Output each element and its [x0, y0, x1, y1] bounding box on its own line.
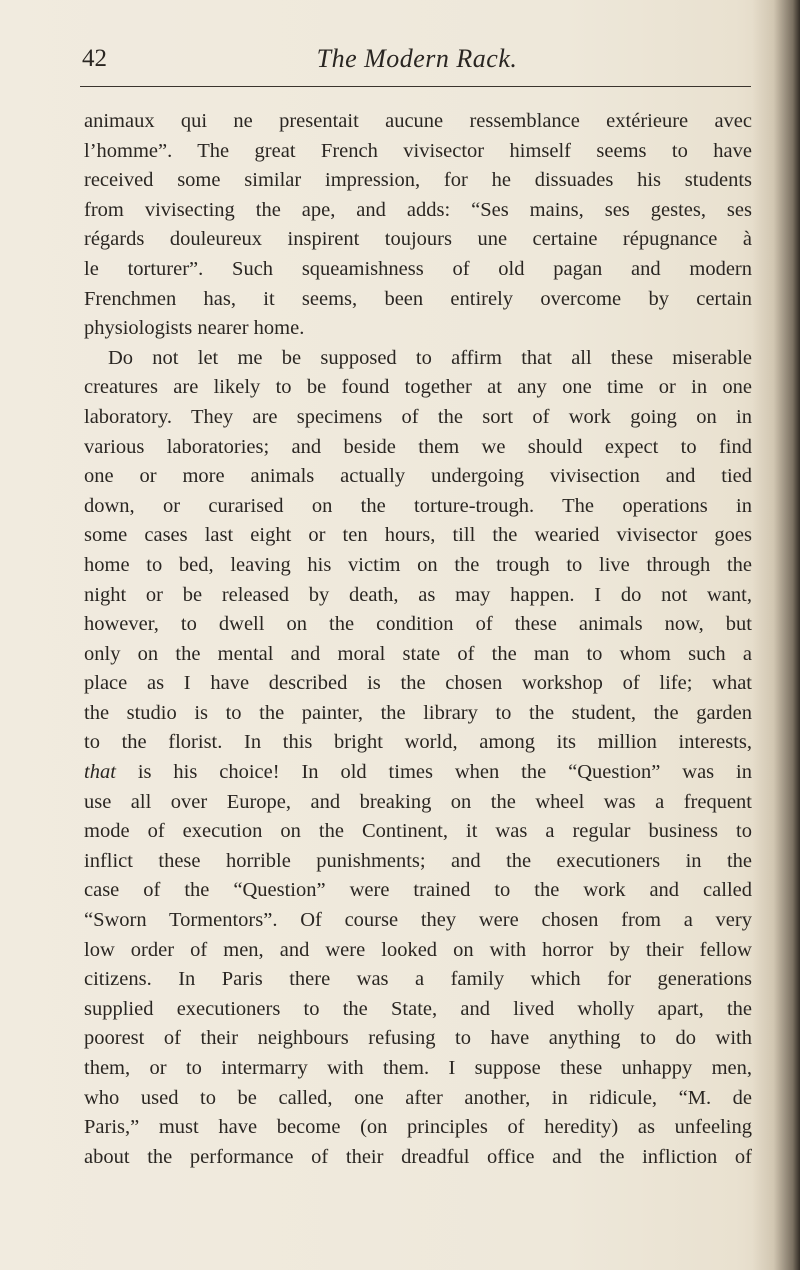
text-line: mode of execution on the Continent, it was a regular business to: [84, 820, 752, 843]
text-line: only on the mental and moral state of the man to whom such a: [84, 642, 752, 665]
text-line: from vivisecting the ape, and adds: “Ses mains, ses gestes, ses: [84, 198, 752, 221]
text-line-rest: is his choice! In old times when the “Question” was in: [137, 761, 752, 784]
text-line: Frenchmen has, it seems, been entirely overcome by certain: [84, 287, 752, 310]
text-line: down, or curarised on the torture-trough. The operations in: [84, 494, 752, 517]
text-line: night or be released by death, as may happen. I do not want,: [84, 583, 752, 606]
text-line: received some similar impression, for he dissuades his students: [84, 169, 752, 192]
text-line: who used to be called, one after another, in ridicule, “M. de: [84, 1086, 752, 1109]
text-line: supplied executioners to the State, and lived wholly apart, the: [84, 997, 752, 1020]
text-line: however, to dwell on the condition of these animals now, but: [84, 613, 752, 636]
text-line: inflict these horrible punishments; and the executioners in the: [84, 849, 752, 872]
text-line: various laboratories; and beside them we should expect to find: [84, 435, 752, 458]
page-number: 42: [82, 45, 107, 72]
running-title: The Modern Rack.: [316, 44, 518, 73]
text-line: laboratory. They are specimens of the sort of work going on in: [84, 405, 752, 428]
text-line: physiologists nearer home.: [84, 317, 305, 340]
text-line: low order of men, and were looked on with horror by their fellow: [84, 938, 752, 961]
text-line: citizens. In Paris there was a family which for generations: [84, 968, 752, 991]
text-line: “Sworn Tormentors”. Of course they were chosen from a very: [84, 909, 752, 932]
text-line: l’homme”. The great French vivisector himself seems to have: [84, 139, 752, 162]
text-line: some cases last eight or ten hours, till the wearied vivisector goes: [84, 524, 752, 547]
text-line: home to bed, leaving his victim on the trough to live through the: [84, 553, 752, 576]
text-line: le torturer”. Such squeamishness of old pagan and modern: [84, 257, 752, 280]
paragraph-start-line: Do not let me be supposed to affirm that all these miserable: [108, 346, 752, 369]
text-line: place as I have described is the chosen workshop of life; what: [84, 672, 752, 695]
text-line: Paris,” must have become (on principles of heredity) as unfeeling: [84, 1116, 752, 1139]
text-line: the studio is to the painter, the library to the student, the garden: [84, 701, 752, 724]
text-line: creatures are likely to be found together at any one time or in one: [84, 376, 752, 399]
header-rule: [80, 86, 751, 87]
text-line-with-italic: [84, 758, 752, 788]
text-line: case of the “Question” were trained to the work and called: [84, 879, 752, 902]
text-line: animaux qui ne presentait aucune ressemblance extérieure avec: [84, 110, 752, 132]
text-line: régards douleureux inspirent toujours une certaine répugnance à: [84, 228, 752, 251]
text-line: to the florist. In this bright world, among its million interests,: [84, 731, 752, 754]
italic-emphasis: that: [84, 761, 116, 784]
text-line: one or more animals actually undergoing vivisection and tied: [84, 465, 752, 488]
text-line: about the performance of their dreadful office and the infliction of: [84, 1145, 752, 1168]
text-line: poorest of their neighbours refusing to have anything to do with: [84, 1027, 752, 1050]
body-text: [84, 107, 752, 1172]
text-line: use all over Europe, and breaking on the wheel was a frequent: [84, 790, 752, 813]
running-head: [82, 42, 752, 76]
text-line: them, or to intermarry with them. I suppose these unhappy men,: [84, 1057, 752, 1079]
page-edge-shadow: [752, 0, 800, 1270]
